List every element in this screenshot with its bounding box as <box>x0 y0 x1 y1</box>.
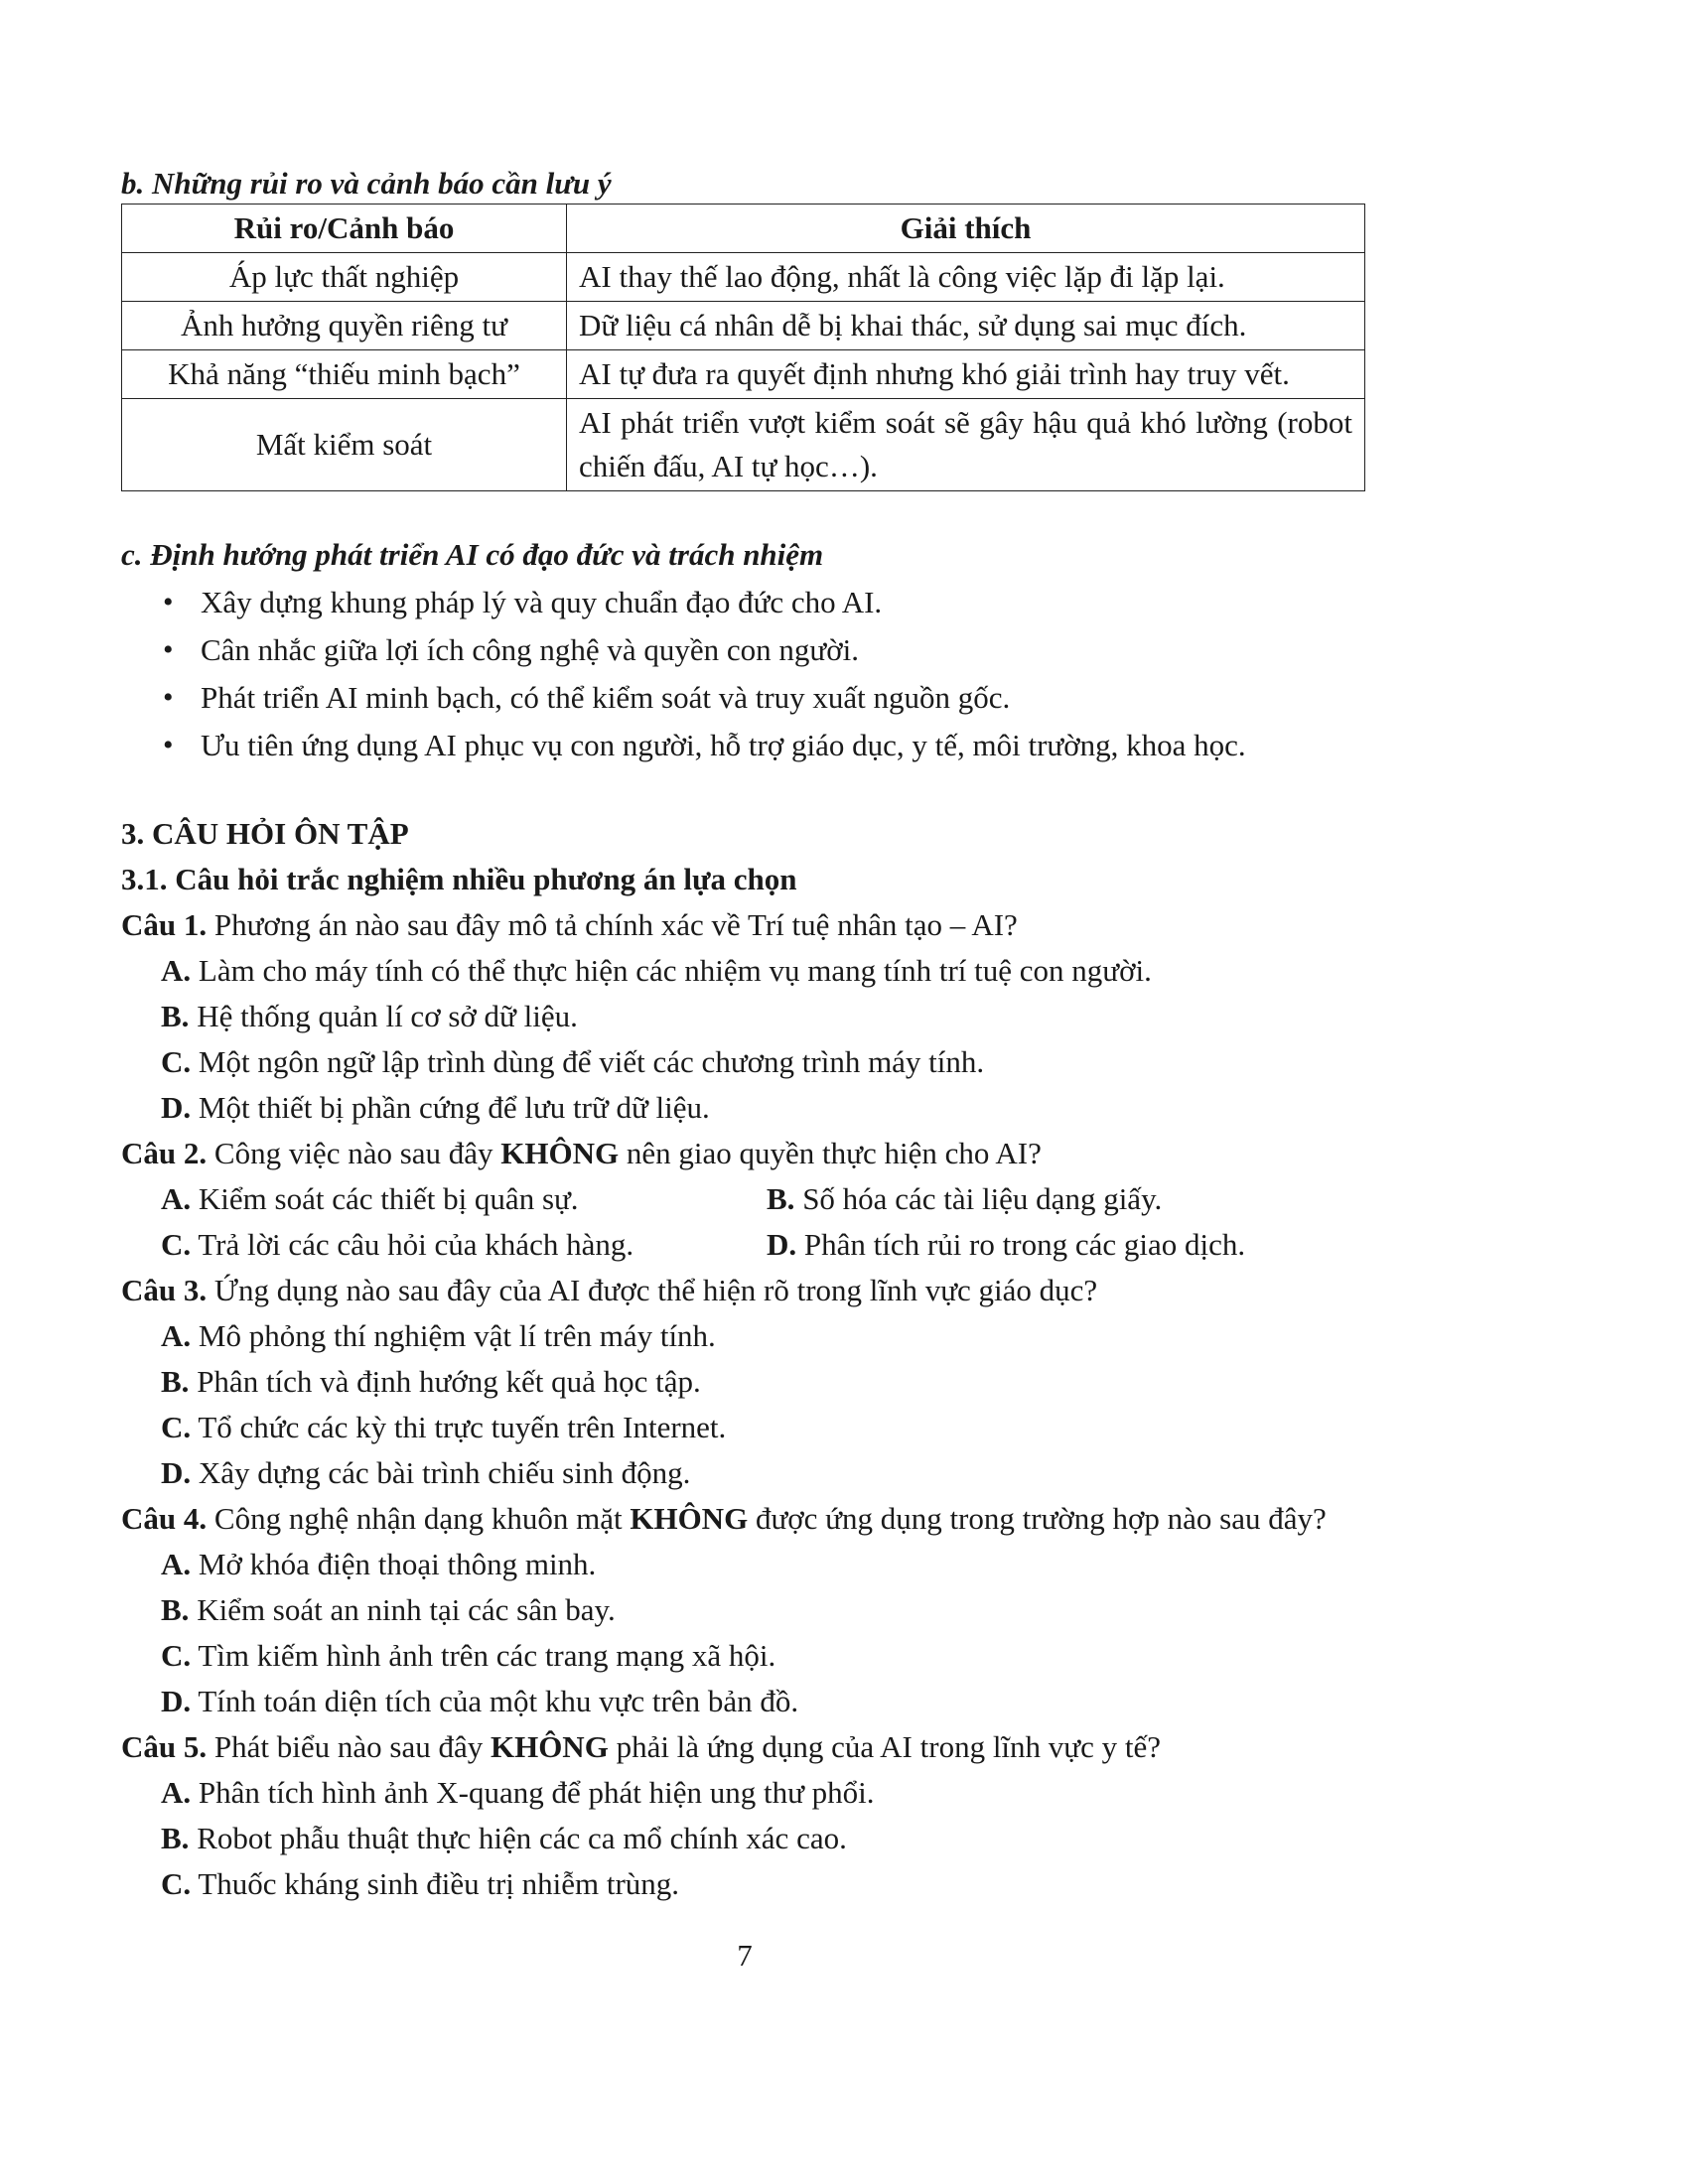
question-label: Câu 2. <box>121 1136 208 1170</box>
question-label: Câu 3. <box>121 1273 208 1307</box>
option-text: Thuốc kháng sinh điều trị nhiễm trùng. <box>191 1866 680 1901</box>
option-key: C. <box>161 1638 192 1673</box>
question-3 <box>121 1268 1372 1313</box>
option-d <box>767 1222 1372 1268</box>
list-item: • Cân nhắc giữa lợi ích công nghệ và quyền con người. <box>201 626 1372 674</box>
question-emphasis: KHÔNG <box>500 1136 620 1170</box>
section-b-title: b. Những rủi ro và cảnh báo cần lưu ý <box>121 166 612 201</box>
list-item: • Ưu tiên ứng dụng AI phục vụ con người, hỗ trợ giáo dục, y tế, môi trường, khoa học. <box>201 722 1372 769</box>
explanation-cell: AI phát triển vượt kiểm soát sẽ gây hậu quả khó lường (robot chiến đấu, AI tự học…). <box>567 399 1365 491</box>
option-c <box>121 1405 1372 1450</box>
option-b <box>121 1816 1372 1861</box>
option-key: B. <box>161 1821 190 1855</box>
table-header-row <box>122 205 1365 253</box>
option-key: D. <box>767 1227 797 1262</box>
table-row <box>122 253 1365 302</box>
option-key: B. <box>161 999 190 1033</box>
option-key: A. <box>161 1318 192 1353</box>
risk-cell: Ảnh hưởng quyền riêng tư <box>122 302 567 350</box>
option-b <box>767 1176 1372 1222</box>
option-text: Mở khóa điện thoại thông minh. <box>191 1547 597 1581</box>
question-text: Phương án nào sau đây mô tả chính xác về Trí tuệ nhân tạo – AI? <box>207 907 1018 942</box>
option-key: C. <box>161 1410 192 1444</box>
option-c <box>121 1039 1372 1085</box>
question-emphasis: KHÔNG <box>490 1729 609 1764</box>
page-number: 7 <box>737 1938 753 1973</box>
option-text: Tìm kiếm hình ảnh trên các trang mạng xã hội. <box>191 1638 776 1673</box>
table-row <box>122 302 1365 350</box>
table-row <box>122 399 1365 491</box>
option-text: Làm cho máy tính có thể thực hiện các nhiệm vụ mang tính trí tuệ con người. <box>191 953 1152 988</box>
table-header: Rủi ro/Cảnh báo <box>122 205 567 253</box>
question-label: Câu 5. <box>121 1729 208 1764</box>
option-key: A. <box>161 1775 192 1810</box>
table-header: Giải thích <box>567 205 1365 253</box>
option-text: Tổ chức các kỳ thi trực tuyến trên Internet. <box>191 1410 727 1444</box>
option-key: D. <box>161 1090 192 1125</box>
section-c-title: c. Định hướng phát triển AI có đạo đức và trách nhiệm <box>121 537 824 572</box>
option-text: Kiểm soát an ninh tại các sân bay. <box>189 1592 616 1627</box>
list-item: • Phát triển AI minh bạch, có thể kiểm soát và truy xuất nguồn gốc. <box>201 674 1372 722</box>
option-key: B. <box>767 1181 795 1216</box>
question-label: Câu 1. <box>121 907 208 942</box>
option-row <box>121 1222 1372 1268</box>
option-a <box>121 948 1372 994</box>
question-2 <box>121 1131 1372 1176</box>
option-key: C. <box>161 1044 192 1079</box>
question-text: Công nghệ nhận dạng khuôn mặt <box>207 1501 631 1536</box>
question-text: Phát biểu nào sau đây <box>207 1729 491 1764</box>
option-key: A. <box>161 953 192 988</box>
option-key: C. <box>161 1866 192 1901</box>
question-5 <box>121 1724 1372 1770</box>
option-text: Một ngôn ngữ lập trình dùng để viết các chương trình máy tính. <box>191 1044 985 1079</box>
explanation-cell: Dữ liệu cá nhân dễ bị khai thác, sử dụng sai mục đích. <box>567 302 1365 350</box>
option-d <box>121 1679 1372 1724</box>
risk-cell: Mất kiểm soát <box>122 399 567 491</box>
option-text: Phân tích rủi ro trong các giao dịch. <box>796 1227 1246 1262</box>
option-row <box>121 1176 1372 1222</box>
section-3-1-title: 3.1. Câu hỏi trắc nghiệm nhiều phương án lựa chọn <box>121 862 797 896</box>
document-page <box>121 164 1372 1907</box>
option-a <box>161 1176 767 1222</box>
question-text: Ứng dụng nào sau đây của AI được thể hiện rõ trong lĩnh vực giáo dục? <box>207 1273 1098 1307</box>
question-text: nên giao quyền thực hiện cho AI? <box>619 1136 1042 1170</box>
option-a <box>121 1313 1372 1359</box>
option-key: C. <box>161 1227 192 1262</box>
option-text: Phân tích và định hướng kết quả học tập. <box>189 1364 701 1399</box>
risk-table <box>121 204 1365 491</box>
question-text: phải là ứng dụng của AI trong lĩnh vực y tế? <box>608 1729 1161 1764</box>
option-text: Mô phỏng thí nghiệm vật lí trên máy tính. <box>191 1318 716 1353</box>
option-d <box>121 1085 1372 1131</box>
option-d <box>121 1450 1372 1496</box>
question-emphasis: KHÔNG <box>630 1501 749 1536</box>
section-3-title: 3. CÂU HỎI ÔN TẬP <box>121 816 409 851</box>
option-key: B. <box>161 1364 190 1399</box>
question-text: Công việc nào sau đây <box>207 1136 501 1170</box>
table-row <box>122 350 1365 399</box>
option-text: Trả lời các câu hỏi của khách hàng. <box>191 1227 634 1262</box>
option-key: A. <box>161 1547 192 1581</box>
bullet-list <box>121 579 1372 769</box>
option-text: Tính toán diện tích của một khu vực trên bản đồ. <box>191 1684 799 1718</box>
option-a <box>121 1542 1372 1587</box>
option-text: Phân tích hình ảnh X-quang để phát hiện ung thư phổi. <box>191 1775 875 1810</box>
explanation-cell: AI thay thế lao động, nhất là công việc lặp đi lặp lại. <box>567 253 1365 302</box>
question-text: được ứng dụng trong trường hợp nào sau đây? <box>748 1501 1327 1536</box>
option-c <box>161 1222 767 1268</box>
option-key: B. <box>161 1592 190 1627</box>
option-b <box>121 994 1372 1039</box>
question-1 <box>121 902 1372 948</box>
explanation-cell: AI tự đưa ra quyết định nhưng khó giải trình hay truy vết. <box>567 350 1365 399</box>
option-c <box>121 1633 1372 1679</box>
question-4 <box>121 1496 1372 1542</box>
option-key: A. <box>161 1181 192 1216</box>
option-b <box>121 1359 1372 1405</box>
option-key: D. <box>161 1455 192 1490</box>
option-c <box>121 1861 1372 1907</box>
option-a <box>121 1770 1372 1816</box>
option-key: D. <box>161 1684 192 1718</box>
option-text: Robot phẫu thuật thực hiện các ca mổ chính xác cao. <box>189 1821 847 1855</box>
option-text: Xây dựng các bài trình chiếu sinh động. <box>191 1455 691 1490</box>
option-text: Một thiết bị phần cứng để lưu trữ dữ liệu. <box>191 1090 710 1125</box>
list-item: • Xây dựng khung pháp lý và quy chuẩn đạo đức cho AI. <box>201 579 1372 626</box>
question-label: Câu 4. <box>121 1501 208 1536</box>
risk-cell: Áp lực thất nghiệp <box>122 253 567 302</box>
option-text: Hệ thống quản lí cơ sở dữ liệu. <box>189 999 578 1033</box>
option-text: Kiểm soát các thiết bị quân sự. <box>191 1181 579 1216</box>
risk-cell: Khả năng “thiếu minh bạch” <box>122 350 567 399</box>
option-b <box>121 1587 1372 1633</box>
option-text: Số hóa các tài liệu dạng giấy. <box>794 1181 1163 1216</box>
